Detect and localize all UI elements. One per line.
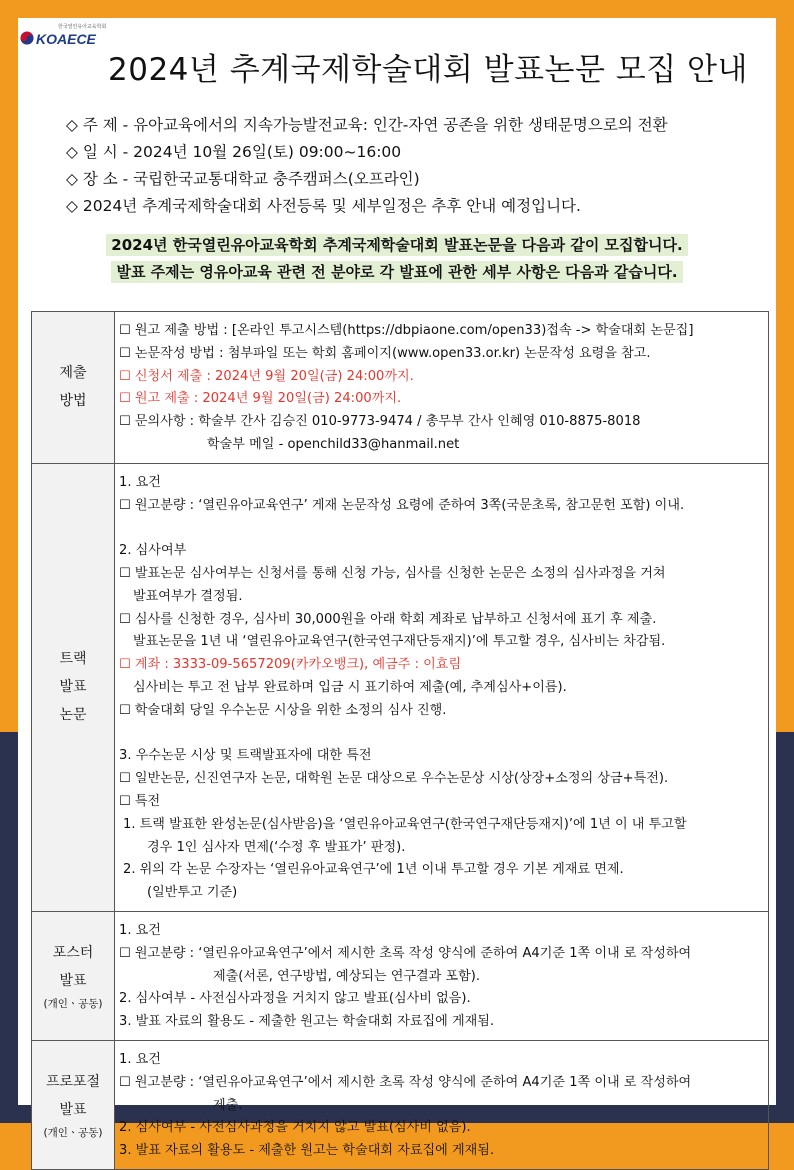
guidelines-table bbox=[31, 311, 769, 1170]
track-review-deduct: 발표논문을 1년 내 ‘열린유아교육연구(한국연구재단등재지)’에 투고할 경우, 심사비는 차감됨. bbox=[133, 634, 666, 650]
content-proposal bbox=[115, 1040, 769, 1169]
track-benefit-2: 2. 위의 각 논문 수장자는 ‘열린유아교육연구’에 1년 이내 투고할 경우 기본 게재료 면제. bbox=[123, 862, 624, 878]
track-review-fee: ☐ 심사를 신청한 경우, 심사비 30,000원을 아래 학회 계좌로 납부하고 신청서에 표기 후 제출. bbox=[119, 611, 657, 627]
info-date: ◇ 일 시 - 2024년 10월 26일(토) 09:00~16:00 bbox=[66, 143, 402, 161]
submit-application-deadline: ☐ 신청서 제출 : 2024년 9월 20일(금) 24:00까지. bbox=[119, 368, 414, 384]
koaece-logo bbox=[18, 18, 107, 52]
content-submit bbox=[115, 312, 769, 464]
track-benefit-1b: 경우 1인 심사자 면제(‘수정 후 발표가’ 판정). bbox=[147, 839, 406, 855]
row-proposal bbox=[32, 1040, 769, 1169]
submit-contact: ☐ 문의사항 : 학술부 간사 김승진 010-9773-9474 / 총무부 간사 인혜영 010-8875-8018 bbox=[119, 414, 641, 430]
submit-writing: ☐ 논문작성 방법 : 첨부파일 또는 학회 홈페이지(www.open33.or.kr) 논문작성 요령을 참고. bbox=[119, 345, 651, 361]
poster-heading: 1. 요건 bbox=[119, 922, 161, 938]
info-theme: ◇ 주 제 - 유아교육에서의 지속가능발전교육: 인간-자연 공존을 위한 생태문명으로의 전환 bbox=[66, 116, 668, 134]
track-fee-note: 심사비는 투고 전 납부 완료하며 입금 시 표기하여 제출(예, 추계심사+이름). bbox=[133, 679, 567, 695]
label-proposal: 프로포절 발표 (개인ㆍ공동) bbox=[32, 1040, 115, 1169]
info-registration: ◇ 2024년 추계국제학술대회 사전등록 및 세부일정은 추후 안내 예정입니다. bbox=[66, 197, 581, 215]
highlight-line-2: 발표 주제는 영유아교육 관련 전 분야로 각 발표에 관한 세부 사항은 다음과 같습니다. bbox=[111, 261, 682, 283]
track-award-review: ☐ 학술대회 당일 우수논문 시상을 위한 소정의 심사 진행. bbox=[119, 702, 447, 718]
track-review-2: 발표여부가 결정됨. bbox=[133, 588, 243, 604]
event-info bbox=[66, 112, 668, 220]
page-title: 2024년 추계국제학술대회 발표논문 모집 안내 bbox=[108, 52, 748, 88]
proposal-length: ☐ 원고분량 : ‘열린유아교육연구’에서 제시한 초록 작성 양식에 준하여 A4기준 1쪽 이내 로 작성하여 bbox=[119, 1074, 692, 1090]
label-track: 트랙 발표 논문 bbox=[32, 463, 115, 911]
content-track bbox=[115, 463, 769, 911]
poster-review: 2. 심사여부 - 사전심사과정을 거치지 않고 발표(심사비 없음). bbox=[119, 991, 471, 1007]
content-poster bbox=[115, 911, 769, 1040]
row-poster bbox=[32, 911, 769, 1040]
poster-length-2: 제출(서론, 연구방법, 예상되는 연구결과 포함). bbox=[213, 968, 481, 984]
row-track bbox=[32, 463, 769, 911]
track-length: ☐ 원고분량 : ‘열린유아교육연구’ 게재 논문작성 요령에 준하여 3쪽(국문초록, 참고문헌 포함) 이내. bbox=[119, 497, 685, 513]
proposal-review: 2. 심사여부 - 사전심사과정을 거치지 않고 발표(심사비 없음). bbox=[119, 1120, 471, 1136]
highlight-line-1: 2024년 한국열린유아교육학회 추계국제학술대회 발표논문을 다음과 같이 모집합니다. bbox=[106, 234, 687, 256]
info-venue: ◇ 장 소 - 국립한국교통대학교 충주캠퍼스(오프라인) bbox=[66, 170, 420, 188]
submit-manuscript-deadline: ☐ 원고 제출 : 2024년 9월 20일(금) 24:00까지. bbox=[119, 391, 402, 407]
proposal-length-2: 제출. bbox=[213, 1097, 243, 1113]
track-heading-2: 2. 심사여부 bbox=[119, 543, 187, 559]
track-review-1: ☐ 발표논문 심사여부는 신청서를 통해 신청 가능, 심사를 신청한 논문은 소정의 심사과정을 거쳐 bbox=[119, 565, 666, 581]
svg-text:한국열린유아교육학회: 한국열린유아교육학회 bbox=[58, 24, 107, 30]
track-benefit-1: 1. 트랙 발표한 완성논문(심사받음)을 ‘열린유아교육연구(한국연구재단등재지)’에 1년 이 내 투고할 bbox=[123, 816, 687, 832]
label-submit: 제출 방법 bbox=[32, 312, 115, 464]
row-submit bbox=[32, 312, 769, 464]
track-benefit: ☐ 특전 bbox=[119, 793, 161, 809]
track-award: ☐ 일반논문, 신진연구자 논문, 대학원 논문 대상으로 우수논문상 시상(상장+소정의 상금+특전). bbox=[119, 771, 669, 787]
track-benefit-2b: (일반투고 기준) bbox=[147, 885, 238, 901]
highlight-notice bbox=[62, 232, 732, 286]
poster-usage: 3. 발표 자료의 활용도 - 제출한 원고는 학술대회 자료집에 게재됨. bbox=[119, 1014, 495, 1030]
proposal-heading: 1. 요건 bbox=[119, 1051, 161, 1067]
submit-email: 학술부 메일 - openchild33@hanmail.net bbox=[207, 436, 460, 452]
label-poster: 포스터 발표 (개인ㆍ공동) bbox=[32, 911, 115, 1040]
submit-method: ☐ 원고 제출 방법 : [온라인 투고시스템(https://dbpiaone.com/open33)접속 -> 학술대회 논문집] bbox=[119, 323, 694, 338]
proposal-usage: 3. 발표 자료의 활용도 - 제출한 원고는 학술대회 자료집에 게재됨. bbox=[119, 1143, 495, 1159]
poster-length: ☐ 원고분량 : ‘열린유아교육연구’에서 제시한 초록 작성 양식에 준하여 A4기준 1쪽 이내 로 작성하여 bbox=[119, 945, 692, 961]
track-heading-1: 1. 요건 bbox=[119, 474, 161, 490]
svg-text:KOAECE: KOAECE bbox=[36, 31, 96, 47]
track-account: ☐ 계좌 : 3333-09-5657209(카카오뱅크), 예금주 : 이효림 bbox=[119, 657, 462, 673]
track-heading-3: 3. 우수논문 시상 및 트랙발표자에 대한 특전 bbox=[119, 748, 372, 764]
